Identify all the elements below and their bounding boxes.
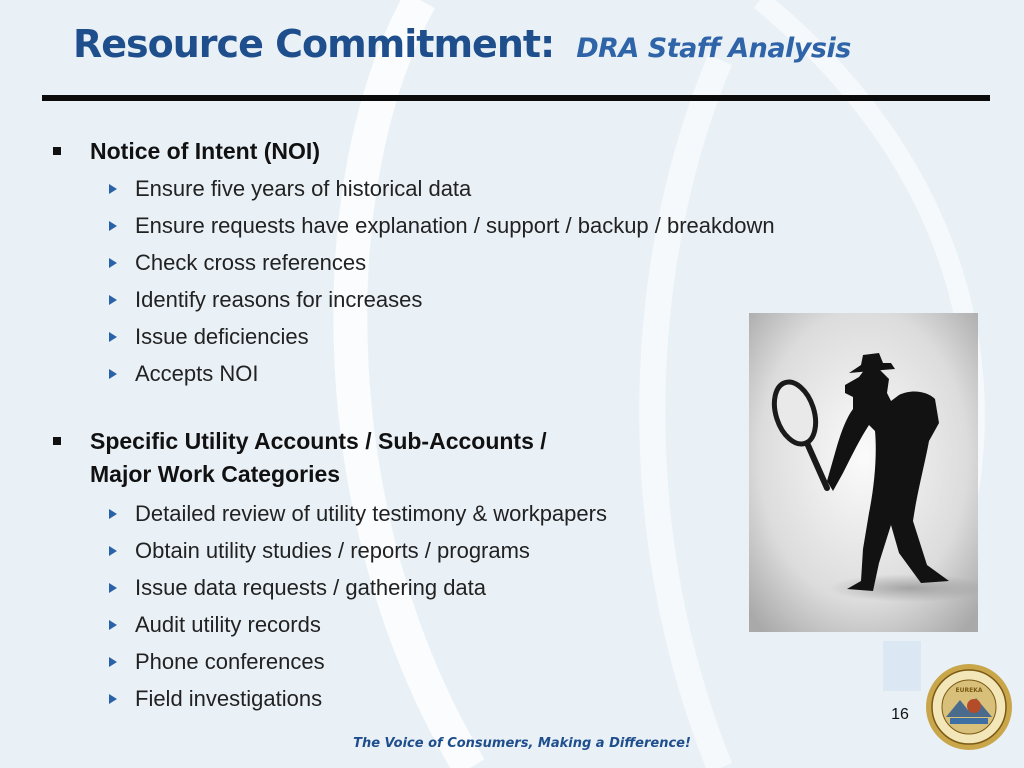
list-item: Issue deficiencies xyxy=(135,324,309,349)
section-bullet xyxy=(53,437,61,445)
arrow-bullet-icon xyxy=(109,332,117,342)
arrow-bullet-icon xyxy=(109,369,117,379)
svg-text:EUREKA: EUREKA xyxy=(955,687,983,694)
detective-silhouette-image xyxy=(749,313,978,632)
arrow-bullet-icon xyxy=(109,221,117,231)
footer-tagline: The Voice of Consumers, Making a Difference! xyxy=(353,736,691,751)
list-item: Ensure five years of historical data xyxy=(135,176,472,201)
list-item: Phone conferences xyxy=(135,649,325,674)
arrow-bullet-icon xyxy=(109,295,117,305)
title-subtitle: DRA Staff Analysis xyxy=(576,33,851,64)
arrow-bullet-icon xyxy=(109,546,117,556)
section-heading-noi: Notice of Intent (NOI) xyxy=(90,138,320,164)
list-item: Check cross references xyxy=(135,250,367,275)
section-heading-accounts-line2: Major Work Categories xyxy=(90,461,341,487)
arrow-bullet-icon xyxy=(109,657,117,667)
list-item: Issue data requests / gathering data xyxy=(135,575,487,600)
title-main: Resource Commitment: xyxy=(73,22,555,66)
arrow-bullet-icon xyxy=(109,258,117,268)
list-item: Accepts NOI xyxy=(135,361,259,386)
arrow-bullet-icon xyxy=(109,694,117,704)
page-number: 16 xyxy=(891,706,909,723)
title-divider xyxy=(42,95,990,101)
list-item: Obtain utility studies / reports / programs xyxy=(135,538,530,563)
list-item: Identify reasons for increases xyxy=(135,287,423,312)
section-heading-accounts-line1: Specific Utility Accounts / Sub-Accounts / xyxy=(90,428,547,454)
list-item: Field investigations xyxy=(135,686,323,711)
list-item: Audit utility records xyxy=(135,612,321,637)
slide-title xyxy=(73,22,851,84)
decorative-square xyxy=(883,641,921,691)
section-bullet xyxy=(53,147,61,155)
list-item: Detailed review of utility testimony & workpapers xyxy=(135,501,607,526)
arrow-bullet-icon xyxy=(109,583,117,593)
arrow-bullet-icon xyxy=(109,184,117,194)
arrow-bullet-icon xyxy=(109,509,117,519)
list-item: Ensure requests have explanation / support / backup / breakdown xyxy=(135,213,775,238)
arrow-bullet-icon xyxy=(109,620,117,630)
